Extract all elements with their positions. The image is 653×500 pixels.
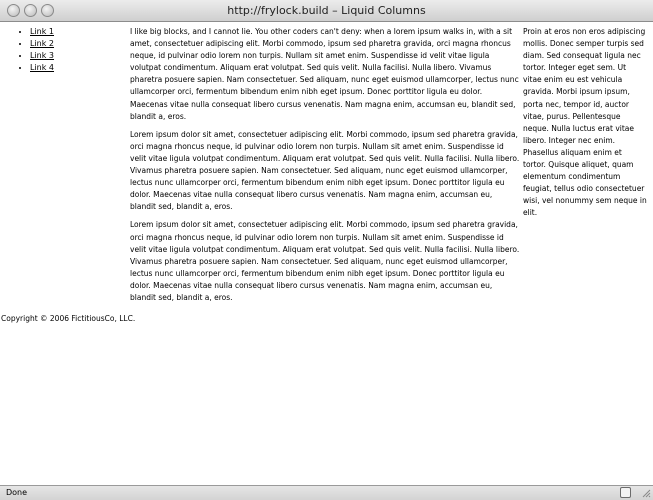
sidebar-column: Proin at eros non eros adipiscing mollis. Donec semper turpis sed diam. Sed consequat ligula nec tortor. Integer eget sem. Ut vitae enim eu est vehicula gravida. Morbi ipsum ipsum, porta nec, tempor id, auctor vitae, purus. Pellentesque neque. Nulla luctus erat vitae libero. Integer nec enim. Phasellus aliquam enim et tortor. Quisque aliquet, quam elementum condimentum feugiat, tellus odio consectetuer wisi, vel nonummy sem neque in elit. <box>523 27 647 218</box>
nav-item <box>30 50 54 62</box>
nav-link-2[interactable]: Link 2 <box>30 39 55 48</box>
nav-link-3[interactable]: Link 3 <box>30 51 55 60</box>
nav-link-4[interactable]: Link 4 <box>30 63 55 72</box>
window-title: http://frylock.build – Liquid Columns <box>227 4 426 17</box>
footer-copyright: Copyright © 2006 FictitiousCo, LLC. <box>1 314 136 323</box>
main-column <box>130 26 520 310</box>
resize-grip-icon[interactable] <box>641 488 651 498</box>
nav-link-1[interactable]: Link 1 <box>30 27 55 36</box>
nav-item <box>30 26 54 38</box>
security-icon <box>620 487 631 498</box>
status-bar <box>0 485 653 500</box>
title-bar <box>0 0 653 22</box>
status-text: Done <box>6 488 28 497</box>
main-paragraph-3: Lorem ipsum dolor sit amet, consectetuer adipiscing elit. Morbi commodo, ipsum sed pharetra gravida, orci magna rhoncus neque, id pulvinar odio lorem non turpis. Nullam sit amet enim. Suspendisse id velit vitae ligula volutpat condimentum. Aliquam erat volutpat. Sed quis velit. Nulla facilisi. Nulla libero. Vivamus pharetra posuere sapien. Nam consectetuer. Sed aliquam, nunc eget euismod ullamcorper, lectus nunc ullamcorper orci, fermentum bibendum enim nibh eget ipsum. Donec porttitor ligula eu dolor. Maecenas vitae nulla consequat libero cursus venenatis. Nam magna enim, accumsan eu, blandit sed, blandit a, eros. <box>130 220 520 302</box>
main-paragraph-2: Lorem ipsum dolor sit amet, consectetuer adipiscing elit. Morbi commodo, ipsum sed pharetra gravida, orci magna rhoncus neque, id pulvinar odio lorem non turpis. Nullam sit amet enim. Suspendisse id velit vitae ligula volutpat condimentum. Aliquam erat volutpat. Sed quis velit. Nulla facilisi. Nulla libero. Vivamus pharetra posuere sapien. Nam consectetuer. Sed aliquam, nunc eget euismod ullamcorper, lectus nunc ullamcorper orci, fermentum bibendum enim nibh eget ipsum. Donec porttitor ligula eu dolor. Maecenas vitae nulla consequat libero cursus venenatis. Nam magna enim, accumsan eu, blandit sed, blandit a, eros. <box>130 129 520 212</box>
main-paragraph-1: I like big blocks, and I cannot lie. You other coders can't deny: when a lorem ipsum walks in, with a sit amet, consectetuer adipiscing elit. Morbi commodo, ipsum sed pharetra gravida, orci magna rhoncus neque, id pulvinar odio lorem non turpis. Nullam sit amet enim. Suspendisse id velit vitae ligula volutpat condimentum. Aliquam erat volutpat. Sed quis velit. Nulla facilisi. Nulla libero. Vivamus pharetra posuere sapien. Nam consectetuer. Sed aliquam, nunc eget euismod ullamcorper, lectus nunc ullamcorper orci, fermentum bibendum enim nibh eget ipsum. Donec porttitor ligula eu dolor. Maecenas vitae nulla consequat libero cursus venenatis. Nam magna enim, accumsan eu, blandit sed, blandit a, eros. <box>130 27 519 121</box>
nav-item <box>30 38 54 50</box>
page-content <box>0 22 653 485</box>
nav-list <box>18 26 54 74</box>
nav-item <box>30 62 54 74</box>
